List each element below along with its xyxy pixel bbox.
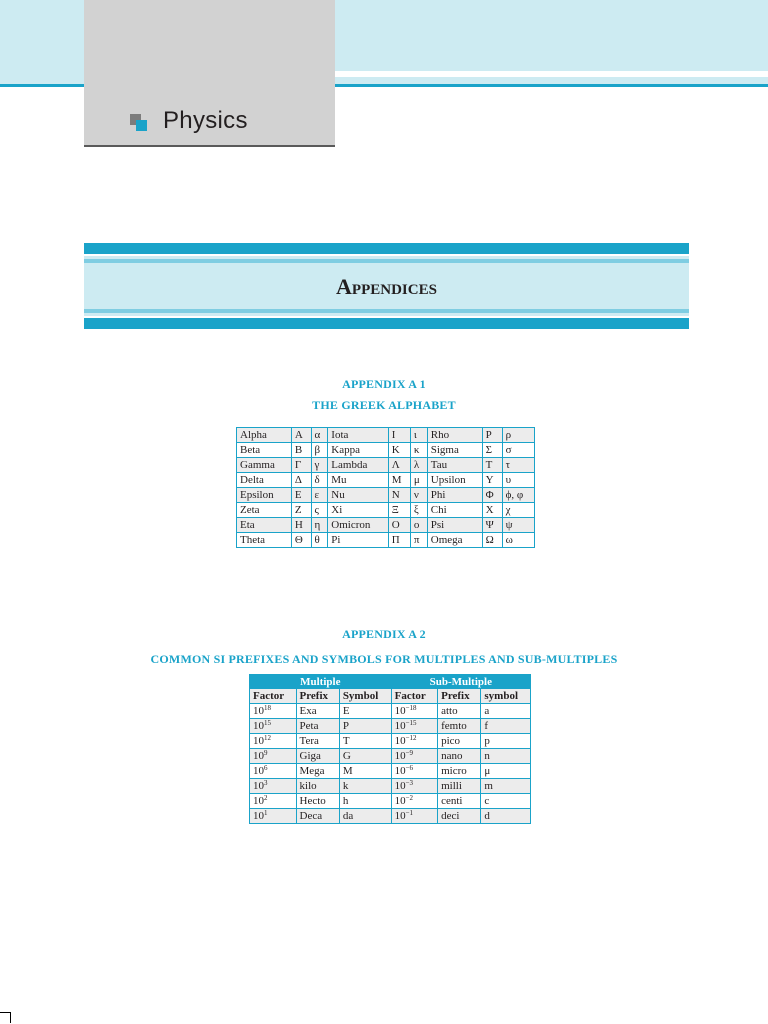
factor-exponent: 9 (264, 749, 268, 757)
factor-base: 10 (253, 780, 264, 792)
table-row (237, 443, 535, 458)
sub-multiple-prefix-cell: atto (438, 704, 481, 719)
greek-upper-case-cell: Χ (482, 503, 502, 518)
factor-exponent: 3 (264, 779, 268, 787)
factor-base: 10 (394, 765, 406, 777)
sub-multiple-factor-cell (391, 749, 438, 764)
greek-lower-case-cell: π (410, 533, 427, 548)
greek-letter-name-cell: Alpha (237, 428, 292, 443)
table-row (237, 473, 535, 488)
multiple-factor-cell (250, 764, 297, 779)
greek-lower-case-cell: υ (502, 473, 534, 488)
table-row (250, 779, 531, 794)
table-row (250, 809, 531, 824)
greek-upper-case-cell: Λ (388, 458, 410, 473)
greek-alphabet-table (236, 427, 535, 548)
greek-lower-case-cell: μ (410, 473, 427, 488)
sub-multiple-symbol-cell: c (481, 794, 531, 809)
multiple-prefix-cell: Tera (296, 734, 339, 749)
appendix-a2-label: APPENDIX A 2 (342, 627, 426, 641)
sub-multiple-factor-cell (391, 719, 438, 734)
sub-multiple-symbol-cell: a (481, 704, 531, 719)
factor-base: 10 (394, 750, 406, 762)
greek-upper-case-cell: Ν (388, 488, 410, 503)
greek-letter-name-cell: Psi (427, 518, 482, 533)
factor-base: 10 (253, 795, 264, 807)
greek-letter-name-cell: Pi (328, 533, 389, 548)
greek-upper-case-cell: Ι (388, 428, 410, 443)
factor-base: 10 (253, 735, 264, 747)
multiple-prefix-cell: Mega (296, 764, 339, 779)
greek-letter-name-cell: Nu (328, 488, 389, 503)
sub-multiple-factor-cell (391, 779, 438, 794)
factor-exponent: −3 (405, 779, 414, 787)
factor-exponent: 2 (264, 794, 268, 802)
sub-multiple-prefix-cell: nano (438, 749, 481, 764)
sub-multiple-factor-cell (391, 764, 438, 779)
header-rule-right-white (335, 71, 768, 77)
greek-letter-name-cell: Beta (237, 443, 292, 458)
multiple-symbol-cell: E (339, 704, 391, 719)
greek-upper-case-cell: Π (388, 533, 410, 548)
subject-title: Physics (163, 107, 248, 134)
table-row (250, 734, 531, 749)
sub-multiple-symbol-cell: n (481, 749, 531, 764)
greek-lower-case-cell: α (311, 428, 328, 443)
multiple-factor-cell (250, 719, 297, 734)
banner-bottom-bar (84, 318, 689, 329)
greek-lower-case-cell: κ (410, 443, 427, 458)
multiple-prefix-cell: Exa (296, 704, 339, 719)
factor-exponent: 15 (264, 719, 271, 727)
greek-upper-case-cell: Δ (291, 473, 311, 488)
banner-rule-bottom (84, 309, 689, 313)
greek-upper-case-cell: Β (291, 443, 311, 458)
factor-base: 10 (394, 795, 406, 807)
sub-multiple-factor-cell (391, 794, 438, 809)
greek-lower-case-cell: χ (502, 503, 534, 518)
factor-exponent: 6 (264, 764, 268, 772)
multiple-factor-cell (250, 749, 297, 764)
greek-upper-case-cell: Ψ (482, 518, 502, 533)
header-rule-right (335, 84, 768, 87)
si-column-header-row (250, 689, 531, 704)
greek-lower-case-cell: γ (311, 458, 328, 473)
greek-letter-name-cell: Mu (328, 473, 389, 488)
multiple-symbol-cell: G (339, 749, 391, 764)
greek-upper-case-cell: Μ (388, 473, 410, 488)
sub-multiple-prefix-cell: micro (438, 764, 481, 779)
sub-multiple-factor-cell (391, 704, 438, 719)
greek-upper-case-cell: Ο (388, 518, 410, 533)
greek-lower-case-cell: λ (410, 458, 427, 473)
greek-letter-name-cell: Omega (427, 533, 482, 548)
greek-lower-case-cell: ι (410, 428, 427, 443)
column-header-factor: Factor (391, 689, 438, 704)
multiple-prefix-cell: Deca (296, 809, 339, 824)
greek-upper-case-cell: Α (291, 428, 311, 443)
column-header-prefix: Prefix (438, 689, 481, 704)
multiple-prefix-cell: Giga (296, 749, 339, 764)
greek-letter-name-cell: Gamma (237, 458, 292, 473)
multiple-symbol-cell: P (339, 719, 391, 734)
greek-letter-name-cell: Delta (237, 473, 292, 488)
greek-lower-case-cell: ο (410, 518, 427, 533)
greek-lower-case-cell: ξ (410, 503, 427, 518)
greek-upper-case-cell: Ε (291, 488, 311, 503)
chapter-title: Appendices (336, 274, 437, 299)
multiple-factor-cell (250, 704, 297, 719)
factor-base: 10 (253, 750, 264, 762)
si-prefix-table (249, 674, 531, 824)
crop-mark-bottom-left (0, 1012, 11, 1023)
multiple-factor-cell (250, 794, 297, 809)
greek-lower-case-cell: ε (311, 488, 328, 503)
greek-lower-case-cell: δ (311, 473, 328, 488)
factor-exponent: −1 (405, 809, 414, 817)
table-row (237, 533, 535, 548)
greek-upper-case-cell: Ζ (291, 503, 311, 518)
factor-exponent: −6 (405, 764, 414, 772)
factor-exponent: 12 (264, 734, 271, 742)
greek-upper-case-cell: Η (291, 518, 311, 533)
factor-exponent: −12 (405, 734, 417, 742)
sub-multiple-prefix-cell: femto (438, 719, 481, 734)
greek-lower-case-cell: θ (311, 533, 328, 548)
table-row (237, 458, 535, 473)
si-prefix-body (250, 704, 531, 824)
greek-lower-case-cell: ω (502, 533, 534, 548)
multiple-symbol-cell: k (339, 779, 391, 794)
greek-lower-case-cell: η (311, 518, 328, 533)
multiple-symbol-cell: M (339, 764, 391, 779)
multiple-prefix-cell: kilo (296, 779, 339, 794)
sub-multiple-prefix-cell: deci (438, 809, 481, 824)
sub-multiple-factor-cell (391, 809, 438, 824)
greek-letter-name-cell: Rho (427, 428, 482, 443)
sub-multiple-symbol-cell: f (481, 719, 531, 734)
factor-exponent: −18 (405, 704, 417, 712)
factor-exponent: −2 (405, 794, 414, 802)
sub-multiple-symbol-cell: d (481, 809, 531, 824)
table-row (250, 719, 531, 734)
factor-exponent: 1 (264, 809, 268, 817)
greek-letter-name-cell: Epsilon (237, 488, 292, 503)
greek-alphabet-body (237, 428, 535, 548)
sub-multiple-symbol-cell: m (481, 779, 531, 794)
column-header-factor: Factor (250, 689, 297, 704)
factor-base: 10 (394, 705, 406, 717)
greek-letter-name-cell: Phi (427, 488, 482, 503)
column-header-symbol: symbol (481, 689, 531, 704)
factor-base: 10 (394, 720, 406, 732)
factor-base: 10 (253, 765, 264, 777)
multiple-prefix-cell: Peta (296, 719, 339, 734)
greek-upper-case-cell: Ρ (482, 428, 502, 443)
group-header-sub-multiple: Sub-Multiple (391, 675, 530, 689)
multiple-factor-cell (250, 779, 297, 794)
multiple-factor-cell (250, 734, 297, 749)
greek-upper-case-cell: Υ (482, 473, 502, 488)
factor-base: 10 (253, 705, 264, 717)
greek-upper-case-cell: Θ (291, 533, 311, 548)
greek-letter-name-cell: Xi (328, 503, 389, 518)
column-header-symbol: Symbol (339, 689, 391, 704)
greek-upper-case-cell: Ω (482, 533, 502, 548)
greek-upper-case-cell: Τ (482, 458, 502, 473)
table-row (250, 749, 531, 764)
factor-base: 10 (253, 810, 264, 822)
table-row (237, 503, 535, 518)
greek-upper-case-cell: Γ (291, 458, 311, 473)
multiple-symbol-cell: h (339, 794, 391, 809)
header-rule-left (0, 84, 84, 87)
factor-base: 10 (394, 735, 406, 747)
greek-lower-case-cell: ν (410, 488, 427, 503)
greek-lower-case-cell: σ (502, 443, 534, 458)
factor-exponent: 18 (264, 704, 271, 712)
multiple-symbol-cell: T (339, 734, 391, 749)
greek-upper-case-cell: Φ (482, 488, 502, 503)
greek-lower-case-cell: ψ (502, 518, 534, 533)
si-group-header-row (250, 675, 531, 689)
factor-base: 10 (253, 720, 264, 732)
multiple-prefix-cell: Hecto (296, 794, 339, 809)
greek-lower-case-cell: ρ (502, 428, 534, 443)
greek-letter-name-cell: Upsilon (427, 473, 482, 488)
greek-lower-case-cell: ϕ, φ (502, 488, 534, 503)
sub-multiple-symbol-cell: μ (481, 764, 531, 779)
greek-lower-case-cell: τ (502, 458, 534, 473)
sub-multiple-prefix-cell: centi (438, 794, 481, 809)
table-row (250, 764, 531, 779)
table-row (237, 428, 535, 443)
banner-top-bar (84, 243, 689, 254)
greek-letter-name-cell: Chi (427, 503, 482, 518)
factor-exponent: −15 (405, 719, 417, 727)
appendix-a1-label: APPENDIX A 1 (342, 377, 426, 391)
greek-letter-name-cell: Tau (427, 458, 482, 473)
greek-letter-name-cell: Eta (237, 518, 292, 533)
group-header-multiple: Multiple (250, 675, 392, 689)
greek-letter-name-cell: Kappa (328, 443, 389, 458)
sub-multiple-prefix-cell: pico (438, 734, 481, 749)
greek-letter-name-cell: Omicron (328, 518, 389, 533)
sub-multiple-symbol-cell: p (481, 734, 531, 749)
table-row (237, 488, 535, 503)
sub-multiple-prefix-cell: milli (438, 779, 481, 794)
table-row (237, 518, 535, 533)
greek-letter-name-cell: Iota (328, 428, 389, 443)
square-bullet-accent-icon (136, 120, 147, 131)
appendix-a1-title: THE GREEK ALPHABET (312, 398, 456, 412)
greek-upper-case-cell: Κ (388, 443, 410, 458)
factor-base: 10 (394, 780, 406, 792)
greek-letter-name-cell: Sigma (427, 443, 482, 458)
greek-upper-case-cell: Σ (482, 443, 502, 458)
chapter-banner (84, 243, 689, 329)
greek-lower-case-cell: β (311, 443, 328, 458)
table-row (250, 704, 531, 719)
appendix-a2-title: COMMON SI PREFIXES AND SYMBOLS FOR MULTIPLES AND SUB-MULTIPLES (150, 652, 618, 666)
multiple-factor-cell (250, 809, 297, 824)
greek-letter-name-cell: Lambda (328, 458, 389, 473)
greek-upper-case-cell: Ξ (388, 503, 410, 518)
banner-rule-top (84, 259, 689, 263)
greek-letter-name-cell: Zeta (237, 503, 292, 518)
table-row (250, 794, 531, 809)
greek-letter-name-cell: Theta (237, 533, 292, 548)
column-header-prefix: Prefix (296, 689, 339, 704)
sub-multiple-factor-cell (391, 734, 438, 749)
factor-base: 10 (394, 810, 406, 822)
greek-lower-case-cell: ς (311, 503, 328, 518)
multiple-symbol-cell: da (339, 809, 391, 824)
factor-exponent: −9 (405, 749, 414, 757)
